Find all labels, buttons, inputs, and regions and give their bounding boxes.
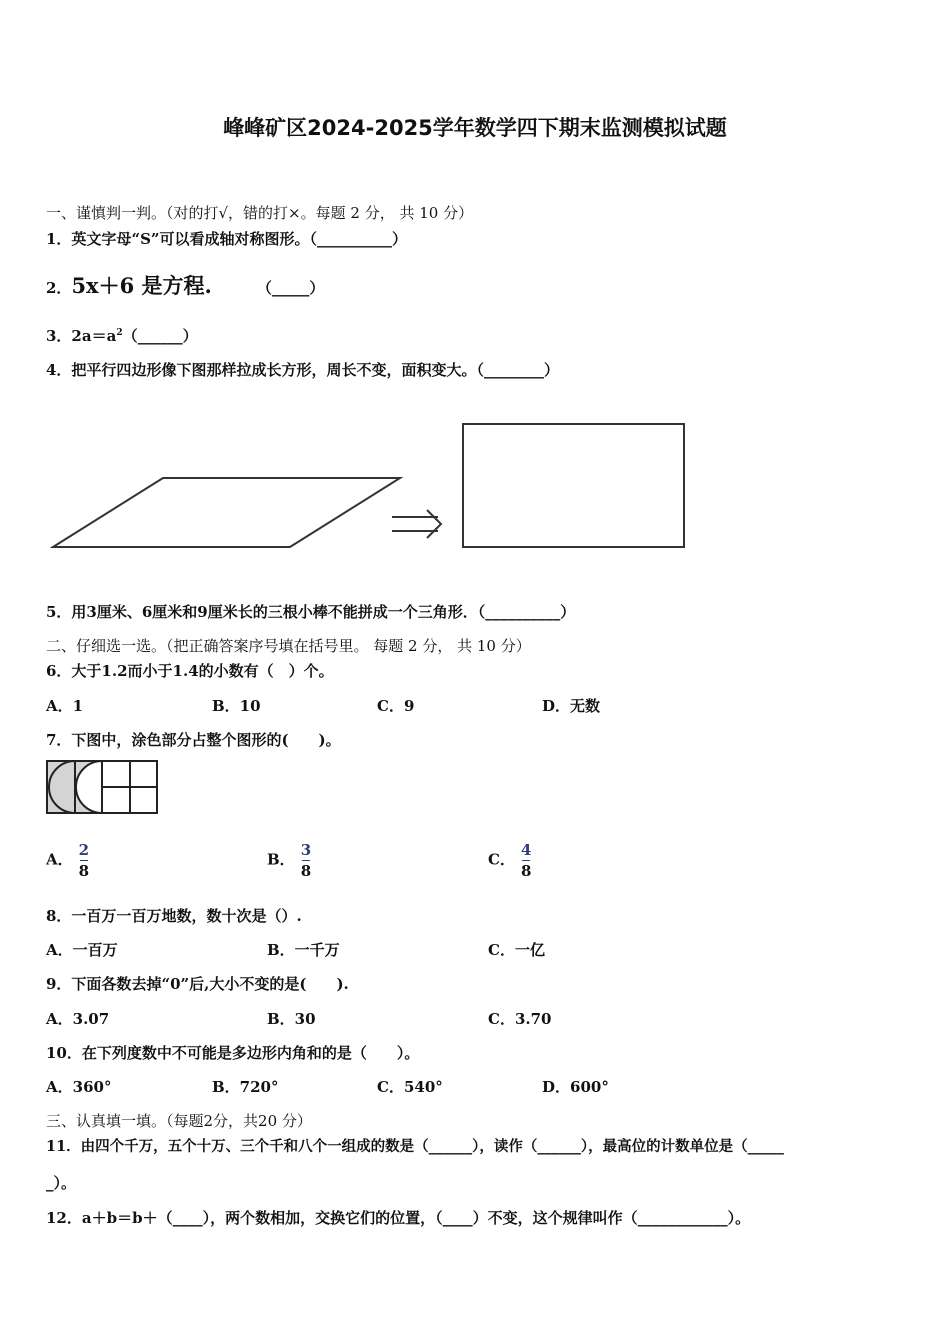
question-5: 5．用3厘米、6厘米和9厘米长的三根小棒不能拼成一个三角形．（__________） [46,603,576,621]
parallelogram-shape [53,478,400,547]
question-2 [46,270,324,300]
question-3-text: 3．2a＝a [46,327,117,345]
question-9: 9．下面各数去掉“0”后,大小不变的是( ). [46,975,349,993]
q7-option-b: B． $\frac{3}{8}$ [267,841,312,880]
q6-option-d: D．无数 [542,697,601,715]
shaded-grid-figure [45,759,161,815]
question-7: 7．下图中，涂色部分占整个图形的( )。 [46,731,341,749]
question-11-continued: _）。 [46,1174,77,1192]
shaded-region-2 [75,761,102,813]
q9-option-c: C．3.70 [488,1010,552,1028]
section-1-heading: 一、谨慎判一判。（对的打√，错的打×。每题 2 分， 共 10 分） [46,204,474,222]
q6-option-b: B．10 [212,697,261,715]
question-4: 4．把平行四边形像下图那样拉成长方形，周长不变，面积变大。（________） [46,361,559,379]
question-2-number: 2． [46,279,72,297]
q10-option-c: C．540° [377,1078,443,1096]
rectangle-shape [463,424,684,547]
question-3-answer: （______） [122,327,198,345]
question-8: 8．一百万一百万地数，数十次是（）. [46,907,302,925]
q6-option-a: A．1 [46,697,84,715]
page-title: 峰峰矿区2024-2025学年数学四下期末监测模拟试题 [223,116,727,140]
question-10: 10．在下列度数中不可能是多边形内角和的是（ ）。 [46,1044,420,1062]
q7-option-a: A． $\frac{2}{8}$ [46,841,90,880]
parallelogram-to-rectangle-figure [40,410,700,560]
section-3-heading: 三、认真填一填。（每题2分，共20 分） [46,1112,312,1130]
question-2-body: 5x＋6 是方程. [71,273,212,298]
double-arrow-icon [392,510,441,538]
q10-option-b: B．720° [212,1078,279,1096]
question-6: 6．大于1.2而小于1.4的小数有（ ）个。 [46,662,334,680]
q8-option-a: A．一百万 [46,941,118,959]
q6-option-c: C．9 [377,697,415,715]
q9-option-a: A．3.07 [46,1010,110,1028]
q10-option-d: D．600° [542,1078,609,1096]
q7-option-c: C． $\frac{4}{8}$ [488,841,532,880]
question-3-exponent: 2 [116,328,123,338]
question-2-answer: （_____） [256,279,325,297]
question-1: 1．英文字母“S”可以看成轴对称图形。（__________） [46,230,408,248]
q8-option-c: C．一亿 [488,941,545,959]
q9-option-b: B．30 [267,1010,316,1028]
q10-option-a: A．360° [46,1078,112,1096]
question-12: 12．a＋b＝b＋（____），两个数相加，交换它们的位置，（____）不变，这个规律叫作（____________）。 [46,1209,751,1227]
question-11: 11．由四个千万，五个十万、三个千和八个一组成的数是（______），读作（______），最高位的计数单位是（_____ [46,1138,784,1155]
question-3 [46,325,198,346]
q8-option-b: B．一千万 [267,941,340,959]
section-2-heading: 二、仔细选一选。（把正确答案序号填在括号里。 每题 2 分， 共 10 分） [46,637,531,655]
